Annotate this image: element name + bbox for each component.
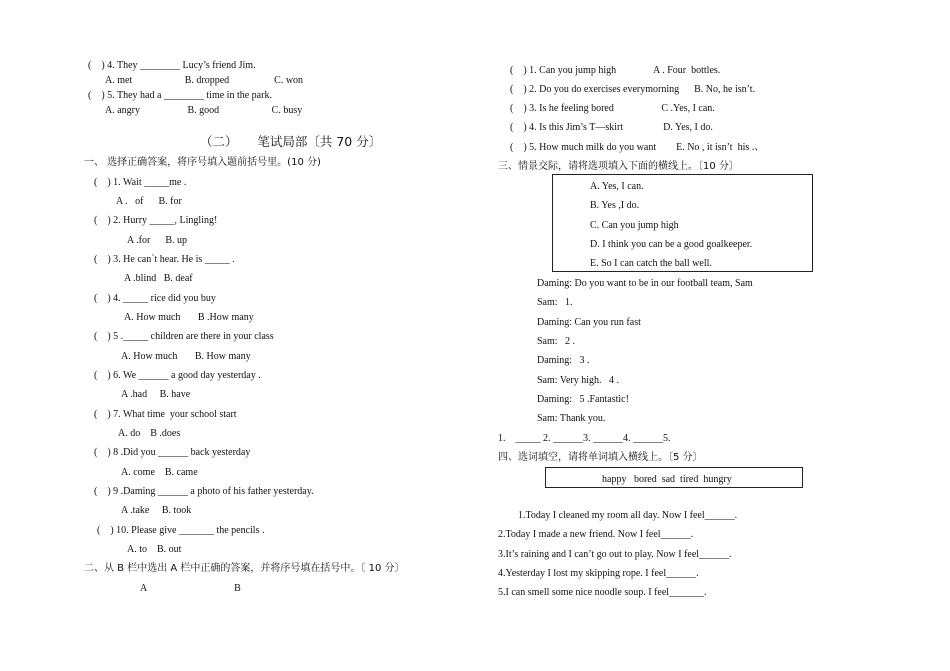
dialogue-line: Daming: Do you want to be in our football team, Sam <box>537 278 753 289</box>
question-line: ( ) 3. He can`t hear. He is _____ . <box>94 254 235 265</box>
question-line: ( ) 4. _____ rice did you buy <box>94 293 216 304</box>
dialogue-line: Sam: Thank you. <box>537 413 606 424</box>
fill-line: 5.I can smell some nice noodle soup. I feel_______. <box>498 587 707 598</box>
section-heading: 四、选词填空，请将单词填入横线上。〔5 分〕 <box>498 452 703 463</box>
option-line: A. met B. dropped C. won <box>105 75 304 86</box>
option-line: A .for B. up <box>127 235 187 246</box>
option-line: A . of B. for <box>116 196 182 207</box>
match-line: ( ) 2. Do you do exercises everymorning B. No, he isn’t. <box>510 84 756 95</box>
option-line: A. do B .does <box>118 428 181 439</box>
fill-line: 1.Today I cleaned my room all day. Now I feel______. <box>518 510 738 521</box>
question-line: ( ) 2. Hurry _____, Lingling! <box>94 215 218 226</box>
section-heading: 一、 选择正确答案，将序号填入题前括号里。(10 分) <box>84 157 321 168</box>
word-bank: happy bored sad tired hungry <box>602 474 732 485</box>
dialogue-line: Sam: 2 . <box>537 336 576 347</box>
question-line: ( ) 8 .Did you ______ back yesterday <box>94 447 251 458</box>
option-line: A. How much B. How many <box>121 351 251 362</box>
answer-blanks: 1. _____ 2. ______3. ______4. ______5. <box>498 433 671 444</box>
match-line: ( ) 4. Is this Jim’s T—skirt D. Yes, I do. <box>510 122 713 133</box>
option-line: A. come B. came <box>121 467 198 478</box>
option-item: C. Can you jump high <box>590 220 679 231</box>
question-line: ( ) 4. They ________ Lucy’s friend Jim. <box>88 60 256 71</box>
dialogue-line: Sam: Very high. 4 . <box>537 375 620 386</box>
option-line: A. How much B .How many <box>124 312 254 323</box>
match-line: ( ) 1. Can you jump high A . Four bottles. <box>510 65 721 76</box>
question-line: ( ) 7. What time your school start <box>94 409 237 420</box>
option-item: E. So I can catch the ball well. <box>590 258 712 269</box>
option-item: D. I think you can be a good goalkeeper. <box>590 239 753 250</box>
column-headers: A B <box>140 583 241 594</box>
option-line: A .blind B. deaf <box>124 273 193 284</box>
dialogue-line: Sam: 1. <box>537 297 573 308</box>
question-line: ( ) 10. Please give _______ the pencils . <box>97 525 265 536</box>
fill-line: 3.It’s raining and I can’t go out to play. Now I feel______. <box>498 549 732 560</box>
question-line: ( ) 1. Wait _____me . <box>94 177 187 188</box>
option-line: A. angry B. good C. busy <box>105 105 303 116</box>
dialogue-line: Daming: 3 . <box>537 355 590 366</box>
section-heading: 三、情景交际，请将选项填入下面的横线上。〔10 分〕 <box>498 161 739 172</box>
option-item: A. Yes, I can. <box>590 181 644 192</box>
dialogue-line: Daming: 5 .Fantastic! <box>537 394 629 405</box>
question-line: ( ) 5. They had a ________ time in the park. <box>88 90 272 101</box>
option-line: A .take B. took <box>121 505 192 516</box>
match-line: ( ) 5. How much milk do you want E. No , it isn’t his .、 <box>510 142 765 153</box>
match-line: ( ) 3. Is he feeling bored C .Yes, I can. <box>510 103 715 114</box>
section-heading: 二、从 B 栏中选出 A 栏中正确的答案，并将序号填在括号中。〔 10 分〕 <box>84 563 405 574</box>
option-line: A. to B. out <box>127 544 182 555</box>
fill-line: 4.Yesterday I lost my skipping rope. I feel______. <box>498 568 699 579</box>
fill-line: 2.Today I made a new friend. Now I feel______. <box>498 529 694 540</box>
question-line: ( ) 5 ._____ children are there in your class <box>94 331 274 342</box>
option-line: A .had B. have <box>121 389 191 400</box>
section-title: （二） 笔试局部〔共 70 分〕 <box>200 134 382 149</box>
question-line: ( ) 9 .Daming ______ a photo of his father yesterday. <box>94 486 314 497</box>
dialogue-line: Daming: Can you run fast <box>537 317 641 328</box>
option-item: B. Yes ,I do. <box>590 200 640 211</box>
question-line: ( ) 6. We ______ a good day yesterday . <box>94 370 261 381</box>
